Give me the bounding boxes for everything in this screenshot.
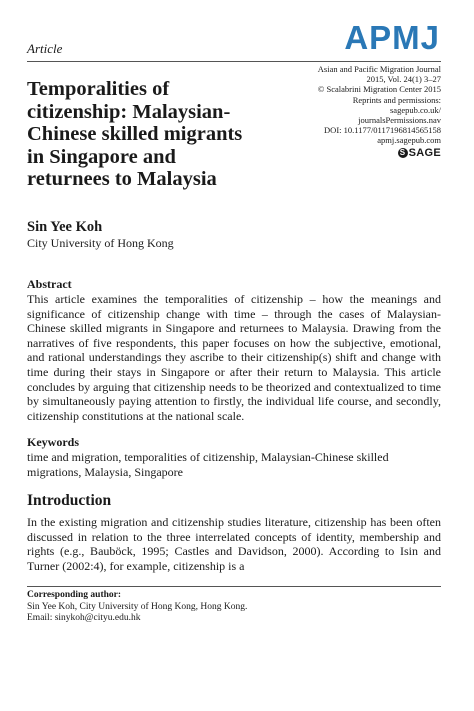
journal-site-link[interactable]: apmj.sagepub.com	[377, 135, 441, 146]
section-label: Article	[27, 41, 63, 56]
keywords-heading: Keywords	[27, 435, 79, 449]
reprints-link-1[interactable]: sagepub.co.uk/	[390, 104, 441, 115]
corresponding-author-email[interactable]: Email: sinykoh@cityu.edu.hk	[27, 613, 141, 623]
journal-logo-text: APMJ	[344, 19, 440, 56]
journal-meta	[251, 64, 441, 158]
author-affiliation: City University of Hong Kong	[27, 236, 174, 250]
reprints-label: Reprints and permissions:	[352, 94, 441, 105]
reprints-link-2[interactable]: journalsPermissions.nav	[358, 115, 441, 126]
header-divider	[27, 61, 441, 62]
journal-logo	[316, 16, 441, 56]
abstract-heading: Abstract	[27, 277, 72, 291]
footnote-divider	[27, 586, 441, 587]
sage-mark-icon: S	[398, 148, 408, 158]
abstract-text: This article examines the temporalities of citizenship – how the meanings and significance of citizenship change with time – through the cases of Malaysian-Chinese skilled migrants in Singapore and returnees to Malaysia. Drawing from the narratives of five respondents, this paper focuses on how the subjective, emotional, and rational understandings they ascribe to their citizenship(s) shift and change with time during their stays in Singapore or after their return to Malaysia. This article concludes by arguing that citizenship needs to be theorized and contextualized to time by simultaneously paying attention to firstly, the individual life course, and secondly, citizenship constitutions at the national scale.	[27, 292, 441, 423]
corresponding-author-heading: Corresponding author:	[27, 590, 122, 600]
article-title: Temporalities of citizenship: Malaysian-Chinese skilled migrants in Singapore and returnees to Malaysia	[27, 78, 243, 190]
keywords-text: time and migration, temporalities of citizenship, Malaysian-Chinese skilled migrations, Malaysia, Singapore	[27, 450, 389, 479]
corresponding-author-address: Sin Yee Koh, City University of Hong Kong, Hong Kong.	[27, 601, 248, 612]
publisher-logo	[398, 148, 441, 158]
author-name: Sin Yee Koh	[27, 219, 103, 235]
corresponding-author	[27, 590, 247, 625]
introduction-heading: Introduction	[27, 492, 112, 509]
publisher-name: SAGE	[408, 146, 441, 159]
journal-name: Asian and Pacific Migration Journal	[317, 64, 441, 74]
introduction-text: In the existing migration and citizenship studies literature, citizenship has been often discussed in relation to the three interrelated concepts of identity, membership and rights (e.g., Bauböck, 1995; Castles and Davidson, 2000). According to Isin and Turner (2002:4), for example, citizenship is a	[27, 515, 441, 573]
copyright-line: © Scalabrini Migration Center 2015	[317, 84, 441, 95]
doi-line[interactable]: DOI: 10.1177/0117196814565158	[324, 125, 441, 136]
journal-volume: 2015, Vol. 24(1) 3–27	[366, 74, 441, 85]
